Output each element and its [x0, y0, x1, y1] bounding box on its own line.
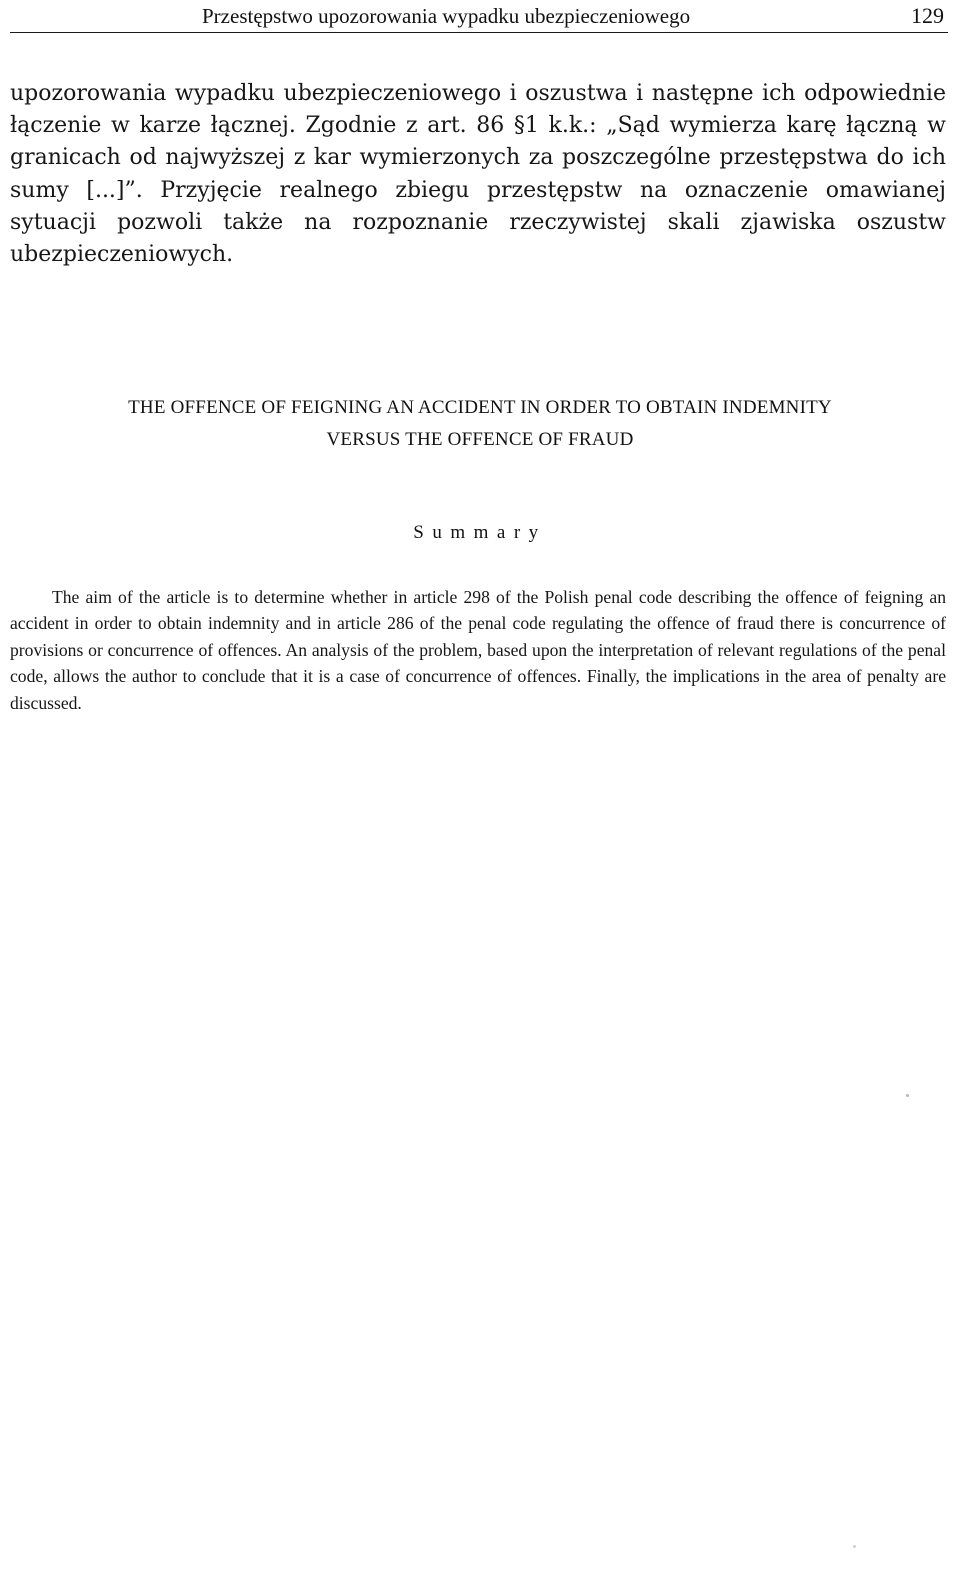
running-title: Przestępstwo upozorowania wypadku ubezpieczeniowego	[202, 4, 691, 28]
summary-heading: Summary	[413, 522, 547, 543]
body-paragraph: upozorowania wypadku ubezpieczeniowego i oszustwa i następne ich odpowiednie łączenie w karze łącznej. Zgodnie z art. 86 §1 k.k.: „Sąd wymierza karę łączną w granicach od najwyższej z kar wymierzonych za poszczególne przestępstwa do ich sumy [...]”. Przyjęcie realnego zbiegu przestępstw na oznaczenie omawianej sytuacji pozwoli także na rozpoznanie rzeczywistej skali zjawiska oszustw ubezpieczeniowych.	[10, 81, 946, 268]
summary-paragraph: The aim of the article is to determine whether in article 298 of the Polish penal code describing the offence of feigning an accident in order to obtain indemnity and in article 286 of the penal code regulating the offence of fraud there is concurrence of provisions or concurrence of offences. An analysis of the problem, based upon the interpretation of relevant regulations of the penal code, allows the author to conclude that it is a case of concurrence of offences. Finally, the implications in the area of penalty are discussed.	[10, 587, 946, 713]
running-header	[10, 4, 948, 33]
scan-speck	[906, 1094, 909, 1097]
scan-speck	[853, 1545, 856, 1548]
summary-title-line-2: VERSUS THE OFFENCE OF FRAUD	[326, 429, 634, 450]
summary-title-line-1: THE OFFENCE OF FEIGNING AN ACCIDENT IN ORDER TO OBTAIN INDEMNITY	[128, 397, 832, 418]
page-number: 129	[911, 3, 944, 28]
summary-title	[0, 392, 960, 456]
